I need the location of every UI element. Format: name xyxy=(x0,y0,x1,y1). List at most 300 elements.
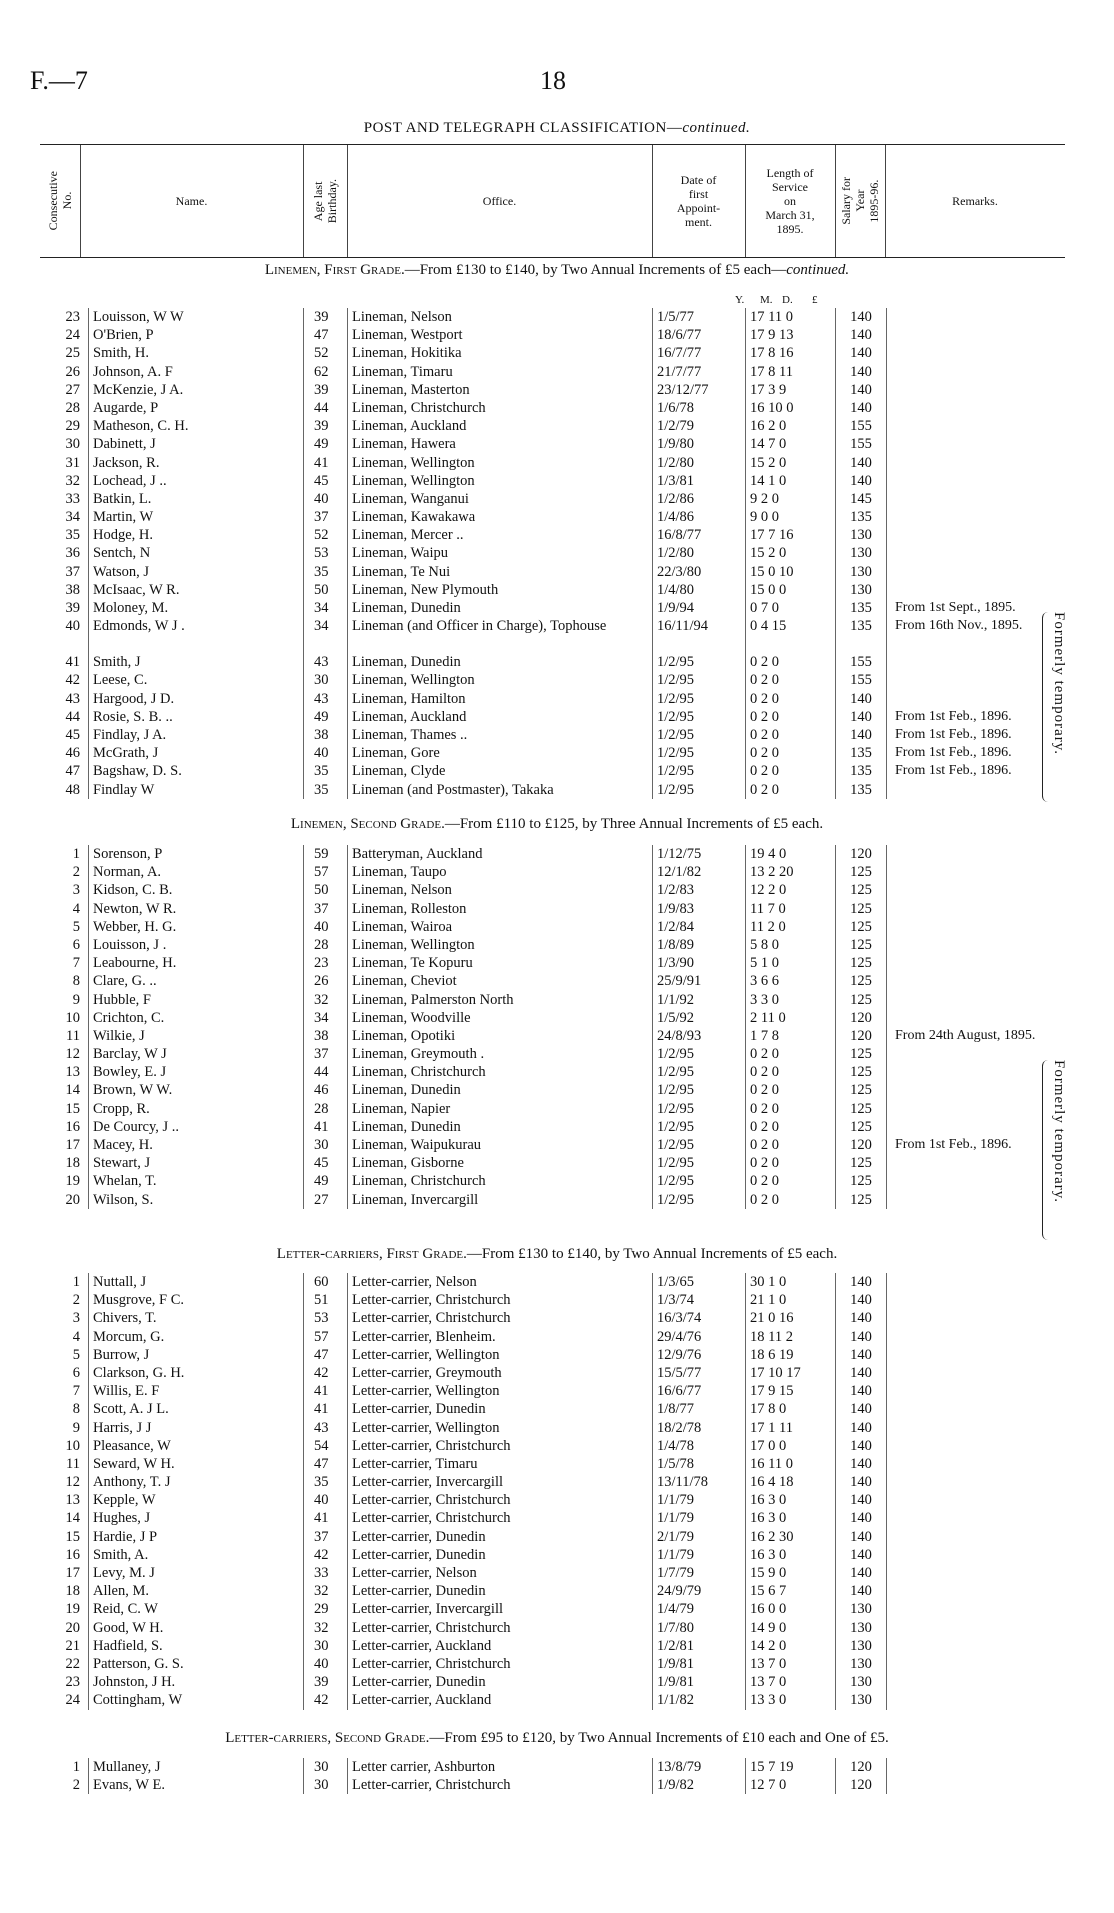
table-row xyxy=(40,599,1065,617)
employee-age: 39 xyxy=(303,308,348,326)
employee-age: 43 xyxy=(303,653,348,671)
appointment-date: 23/12/77 xyxy=(652,381,747,399)
table-row xyxy=(40,1346,1065,1364)
salary: 140 xyxy=(835,1346,887,1364)
row-number: 11 xyxy=(66,1455,80,1472)
table-row xyxy=(40,781,1065,799)
table-row xyxy=(40,344,1065,362)
employee-name: Evans, W E. xyxy=(88,1776,303,1794)
employee-age: 39 xyxy=(303,417,348,435)
employee-name: Musgrove, F C. xyxy=(88,1291,303,1309)
salary: 140 xyxy=(835,726,887,744)
table-row xyxy=(40,1328,1065,1346)
employee-age: 43 xyxy=(303,1419,348,1437)
employee-name: Norman, A. xyxy=(88,863,303,881)
appointment-date: 1/9/83 xyxy=(652,900,747,918)
employee-age: 41 xyxy=(303,454,348,472)
row-number: 8 xyxy=(72,973,80,990)
table-row xyxy=(40,1600,1065,1618)
remarks: From 1st Feb., 1896. xyxy=(895,745,1012,761)
salary: 120 xyxy=(835,1758,887,1776)
row-number: 48 xyxy=(65,781,80,798)
employee-age: 35 xyxy=(303,563,348,581)
office: Lineman, Timaru xyxy=(347,363,650,381)
length-of-service: 14 2 0 xyxy=(745,1637,840,1655)
length-of-service: 0 2 0 xyxy=(745,1136,840,1154)
table-row xyxy=(40,1619,1065,1637)
office: Letter-carrier, Dunedin xyxy=(347,1400,650,1418)
office: Lineman (and Officer in Charge), Tophouse xyxy=(347,617,650,653)
employee-age: 26 xyxy=(303,972,348,990)
office: Lineman, Napier xyxy=(347,1100,650,1118)
table-row xyxy=(40,1063,1065,1081)
table-row xyxy=(40,881,1065,899)
employee-name: Hardie, J P xyxy=(88,1528,303,1546)
table-row xyxy=(40,991,1065,1009)
appointment-date: 1/2/95 xyxy=(652,1045,747,1063)
employee-age: 41 xyxy=(303,1509,348,1527)
row-number: 23 xyxy=(65,1674,80,1691)
row-number: 6 xyxy=(72,936,80,953)
length-of-service: 0 2 0 xyxy=(745,1063,840,1081)
employee-name: Nuttall, J xyxy=(88,1273,303,1291)
staff-table xyxy=(40,1758,1065,1794)
office: Letter-carrier, Dunedin xyxy=(347,1582,650,1600)
employee-name: Allen, M. xyxy=(88,1582,303,1600)
row-number: 14 xyxy=(65,1082,80,1099)
office: Lineman, Te Kopuru xyxy=(347,954,650,972)
length-of-service: 0 2 0 xyxy=(745,762,840,780)
row-number: 31 xyxy=(65,454,80,471)
employee-age: 32 xyxy=(303,1582,348,1600)
salary: 130 xyxy=(835,526,887,544)
employee-age: 41 xyxy=(303,1400,348,1418)
table-row xyxy=(40,454,1065,472)
row-number: 26 xyxy=(65,363,80,380)
employee-name: Good, W H. xyxy=(88,1619,303,1637)
appointment-date: 1/5/78 xyxy=(652,1455,747,1473)
salary: 125 xyxy=(835,991,887,1009)
employee-age: 27 xyxy=(303,1191,348,1209)
table-row xyxy=(40,1528,1065,1546)
appointment-date: 18/6/77 xyxy=(652,326,747,344)
appointment-date: 1/2/83 xyxy=(652,881,747,899)
employee-age: 32 xyxy=(303,1619,348,1637)
office: Letter-carrier, Christchurch xyxy=(347,1509,650,1527)
employee-age: 50 xyxy=(303,581,348,599)
office: Lineman, Wairoa xyxy=(347,918,650,936)
length-of-service: 13 2 20 xyxy=(745,863,840,881)
table-row xyxy=(40,1309,1065,1327)
row-number: 4 xyxy=(72,900,80,917)
row-number: 2 xyxy=(72,864,80,881)
table-row xyxy=(40,671,1065,689)
row-number: 44 xyxy=(65,708,80,725)
employee-name: Watson, J xyxy=(88,563,303,581)
office: Lineman, Hamilton xyxy=(347,690,650,708)
unit-pound: £ xyxy=(812,294,818,306)
employee-age: 47 xyxy=(303,1455,348,1473)
salary: 140 xyxy=(835,363,887,381)
employee-name: Willis, E. F xyxy=(88,1382,303,1400)
row-number: 3 xyxy=(72,1310,80,1327)
length-of-service: 18 6 19 xyxy=(745,1346,840,1364)
appointment-date: 1/12/75 xyxy=(652,845,747,863)
row-number: 47 xyxy=(65,763,80,780)
employee-name: De Courcy, J .. xyxy=(88,1118,303,1136)
employee-name: Hargood, J D. xyxy=(88,690,303,708)
employee-name: Sorenson, P xyxy=(88,845,303,863)
table-row xyxy=(40,1045,1065,1063)
employee-name: Cropp, R. xyxy=(88,1100,303,1118)
row-number: 10 xyxy=(65,1009,80,1026)
length-of-service: 19 4 0 xyxy=(745,845,840,863)
employee-name: Hodge, H. xyxy=(88,526,303,544)
table-row xyxy=(40,1154,1065,1172)
appointment-date: 1/3/90 xyxy=(652,954,747,972)
employee-name: Kepple, W xyxy=(88,1491,303,1509)
row-number: 30 xyxy=(65,436,80,453)
table-row xyxy=(40,1382,1065,1400)
employee-age: 52 xyxy=(303,526,348,544)
office: Letter-carrier, Nelson xyxy=(347,1273,650,1291)
length-of-service: 21 1 0 xyxy=(745,1291,840,1309)
employee-age: 35 xyxy=(303,1473,348,1491)
appointment-date: 1/1/79 xyxy=(652,1491,747,1509)
office: Lineman, Dunedin xyxy=(347,599,650,617)
formerly-temporary-note: Formerly temporary. xyxy=(1051,1060,1067,1203)
office: Lineman, Westport xyxy=(347,326,650,344)
length-of-service: 0 2 0 xyxy=(745,781,840,799)
length-of-service: 1 7 8 xyxy=(745,1027,840,1045)
row-number: 11 xyxy=(66,1027,80,1044)
appointment-date: 16/11/94 xyxy=(652,617,747,653)
section-grade: Linemen, Second Grade. xyxy=(290,816,445,832)
table-row xyxy=(40,1081,1065,1099)
employee-age: 43 xyxy=(303,690,348,708)
employee-age: 41 xyxy=(303,1382,348,1400)
appointment-date: 24/9/79 xyxy=(652,1582,747,1600)
employee-age: 37 xyxy=(303,508,348,526)
row-number: 20 xyxy=(65,1619,80,1636)
row-number: 21 xyxy=(65,1637,80,1654)
employee-age: 50 xyxy=(303,881,348,899)
employee-name: Jackson, R. xyxy=(88,454,303,472)
table-row xyxy=(40,762,1065,780)
employee-name: Findlay W xyxy=(88,781,303,799)
appointment-date: 1/2/79 xyxy=(652,417,747,435)
appointment-date: 1/2/86 xyxy=(652,490,747,508)
table-row xyxy=(40,900,1065,918)
employee-name: Crichton, C. xyxy=(88,1009,303,1027)
appointment-date: 1/2/80 xyxy=(652,454,747,472)
length-of-service: 0 2 0 xyxy=(745,744,840,762)
length-of-service: 0 4 15 xyxy=(745,617,840,653)
appointment-date: 1/7/80 xyxy=(652,1619,747,1637)
office: Lineman, Thames .. xyxy=(347,726,650,744)
office: Lineman, Waipukurau xyxy=(347,1136,650,1154)
employee-name: Macey, H. xyxy=(88,1136,303,1154)
office: Letter carrier, Ashburton xyxy=(347,1758,650,1776)
length-of-service: 3 6 6 xyxy=(745,972,840,990)
office: Letter-carrier, Christchurch xyxy=(347,1437,650,1455)
row-number: 16 xyxy=(65,1118,80,1135)
employee-name: McIsaac, W R. xyxy=(88,581,303,599)
length-of-service: 16 4 18 xyxy=(745,1473,840,1491)
salary: 125 xyxy=(835,1045,887,1063)
appointment-date: 1/3/65 xyxy=(652,1273,747,1291)
office: Lineman, Invercargill xyxy=(347,1191,650,1209)
salary: 140 xyxy=(835,308,887,326)
table-row xyxy=(40,1473,1065,1491)
table-row xyxy=(40,1564,1065,1582)
appointment-date: 13/8/79 xyxy=(652,1758,747,1776)
length-of-service: 16 3 0 xyxy=(745,1491,840,1509)
office: Letter-carrier, Greymouth xyxy=(347,1364,650,1382)
salary: 125 xyxy=(835,1118,887,1136)
row-number: 19 xyxy=(65,1173,80,1190)
row-number: 41 xyxy=(65,654,80,671)
length-of-service: 3 3 0 xyxy=(745,991,840,1009)
length-of-service: 17 8 0 xyxy=(745,1400,840,1418)
employee-name: Wilkie, J xyxy=(88,1027,303,1045)
office: Lineman, Wellington xyxy=(347,936,650,954)
employee-name: Hadfield, S. xyxy=(88,1637,303,1655)
office: Lineman, Rolleston xyxy=(347,900,650,918)
remarks: From 1st Sept., 1895. xyxy=(895,600,1016,615)
office: Letter-carrier, Nelson xyxy=(347,1564,650,1582)
employee-name: Bagshaw, D. S. xyxy=(88,762,303,780)
employee-name: Bowley, E. J xyxy=(88,1063,303,1081)
salary: 145 xyxy=(835,490,887,508)
appointment-date: 1/9/80 xyxy=(652,435,747,453)
salary: 120 xyxy=(835,1776,887,1794)
appointment-date: 21/7/77 xyxy=(652,363,747,381)
appointment-date: 1/9/81 xyxy=(652,1655,747,1673)
length-of-service: 17 1 11 xyxy=(745,1419,840,1437)
appointment-date: 1/2/95 xyxy=(652,744,747,762)
brace-line xyxy=(1042,1060,1048,1240)
salary: 125 xyxy=(835,972,887,990)
office: Lineman, Hawera xyxy=(347,435,650,453)
salary: 155 xyxy=(835,671,887,689)
office: Lineman, Christchurch xyxy=(347,399,650,417)
length-of-service: 13 7 0 xyxy=(745,1673,840,1691)
row-number: 15 xyxy=(65,1100,80,1117)
salary: 130 xyxy=(835,563,887,581)
table-row xyxy=(40,1776,1065,1794)
table-row xyxy=(40,363,1065,381)
office: Letter-carrier, Christchurch xyxy=(347,1491,650,1509)
office: Lineman, Wellington xyxy=(347,671,650,689)
table-row xyxy=(40,1455,1065,1473)
salary: 155 xyxy=(835,417,887,435)
length-of-service: 2 11 0 xyxy=(745,1009,840,1027)
row-number: 35 xyxy=(65,527,80,544)
table-row xyxy=(40,1582,1065,1600)
employee-age: 40 xyxy=(303,918,348,936)
employee-age: 39 xyxy=(303,1673,348,1691)
length-of-service: 17 8 16 xyxy=(745,344,840,362)
row-number: 37 xyxy=(65,563,80,580)
row-number: 15 xyxy=(65,1528,80,1545)
employee-name: Batkin, L. xyxy=(88,490,303,508)
row-number: 45 xyxy=(65,726,80,743)
employee-name: Smith, A. xyxy=(88,1546,303,1564)
table-row xyxy=(40,381,1065,399)
staff-table xyxy=(40,292,1065,799)
office: Letter-carrier, Christchurch xyxy=(347,1291,650,1309)
row-number: 40 xyxy=(65,618,80,635)
unit-row xyxy=(40,292,1065,308)
appointment-date: 1/2/95 xyxy=(652,762,747,780)
section-terms: —From £130 to £140, by Two Annual Increments of £5 each— xyxy=(404,262,787,278)
employee-name: Pleasance, W xyxy=(88,1437,303,1455)
employee-name: Smith, H. xyxy=(88,344,303,362)
page-title-continued: continued. xyxy=(682,120,751,136)
table-row xyxy=(40,617,1065,653)
employee-age: 51 xyxy=(303,1291,348,1309)
row-number: 32 xyxy=(65,472,80,489)
employee-name: Seward, W H. xyxy=(88,1455,303,1473)
section-terms: —From £130 to £140, by Two Annual Increments of £5 each. xyxy=(466,1246,838,1262)
row-number: 9 xyxy=(72,991,80,1008)
employee-age: 54 xyxy=(303,1437,348,1455)
salary: 130 xyxy=(835,1691,887,1709)
remarks: From 16th Nov., 1895. xyxy=(895,618,1023,634)
row-number: 28 xyxy=(65,399,80,416)
salary: 140 xyxy=(835,1437,887,1455)
table-row xyxy=(40,326,1065,344)
table-row xyxy=(40,581,1065,599)
employee-name: Augarde, P xyxy=(88,399,303,417)
page-number: 18 xyxy=(540,66,566,95)
length-of-service: 16 10 0 xyxy=(745,399,840,417)
appointment-date: 1/7/79 xyxy=(652,1564,747,1582)
appointment-date: 1/2/84 xyxy=(652,918,747,936)
employee-age: 28 xyxy=(303,1100,348,1118)
appointment-date: 1/2/95 xyxy=(652,1172,747,1190)
employee-age: 49 xyxy=(303,708,348,726)
employee-name: Reid, C. W xyxy=(88,1600,303,1618)
row-number: 24 xyxy=(65,1692,80,1709)
salary: 125 xyxy=(835,954,887,972)
employee-name: Findlay, J A. xyxy=(88,726,303,744)
appointment-date: 25/9/91 xyxy=(652,972,747,990)
row-number: 36 xyxy=(65,545,80,562)
length-of-service: 0 2 0 xyxy=(745,653,840,671)
office: Lineman, Taupo xyxy=(347,863,650,881)
length-of-service: 5 8 0 xyxy=(745,936,840,954)
table-row xyxy=(40,1758,1065,1776)
length-of-service: 9 0 0 xyxy=(745,508,840,526)
employee-name: Brown, W W. xyxy=(88,1081,303,1099)
length-of-service: 0 2 0 xyxy=(745,1081,840,1099)
remarks: From 1st Feb., 1896. xyxy=(895,708,1012,724)
col-name: Name. xyxy=(80,145,304,257)
length-of-service: 0 2 0 xyxy=(745,726,840,744)
row-number: 18 xyxy=(65,1155,80,1172)
salary: 140 xyxy=(835,1364,887,1382)
office: Lineman, New Plymouth xyxy=(347,581,650,599)
row-number: 19 xyxy=(65,1601,80,1618)
employee-age: 38 xyxy=(303,1027,348,1045)
employee-name: Hughes, J xyxy=(88,1509,303,1527)
appointment-date: 1/9/81 xyxy=(652,1673,747,1691)
employee-name: Morcum, G. xyxy=(88,1328,303,1346)
row-number: 13 xyxy=(65,1064,80,1081)
table-row xyxy=(40,563,1065,581)
row-number: 24 xyxy=(65,327,80,344)
employee-name: Webber, H. G. xyxy=(88,918,303,936)
table-row xyxy=(40,1546,1065,1564)
section-terms: —From £95 to £120, by Two Annual Increments of £10 each and One of £5. xyxy=(429,1730,889,1746)
length-of-service: 16 0 0 xyxy=(745,1600,840,1618)
salary: 155 xyxy=(835,653,887,671)
length-of-service: 15 2 0 xyxy=(745,544,840,562)
salary: 140 xyxy=(835,472,887,490)
table-row xyxy=(40,1437,1065,1455)
employee-name: Moloney, M. xyxy=(88,599,303,617)
salary: 140 xyxy=(835,1419,887,1437)
salary: 130 xyxy=(835,581,887,599)
office: Lineman, Dunedin xyxy=(347,653,650,671)
employee-age: 57 xyxy=(303,863,348,881)
salary: 140 xyxy=(835,326,887,344)
length-of-service: 14 1 0 xyxy=(745,472,840,490)
row-number: 12 xyxy=(65,1474,80,1491)
employee-age: 35 xyxy=(303,781,348,799)
appointment-date: 16/6/77 xyxy=(652,1382,747,1400)
employee-age: 34 xyxy=(303,1009,348,1027)
office: Letter-carrier, Christchurch xyxy=(347,1619,650,1637)
row-number: 1 xyxy=(72,1759,80,1775)
row-number: 5 xyxy=(72,918,80,935)
salary: 125 xyxy=(835,936,887,954)
office: Lineman, Opotiki xyxy=(347,1027,650,1045)
office: Letter-carrier, Christchurch xyxy=(347,1655,650,1673)
row-number: 39 xyxy=(65,600,80,616)
employee-age: 46 xyxy=(303,1081,348,1099)
appointment-date: 12/9/76 xyxy=(652,1346,747,1364)
remarks: From 1st Feb., 1896. xyxy=(895,1137,1012,1152)
office: Lineman, Dunedin xyxy=(347,1118,650,1136)
table-row xyxy=(40,1273,1065,1291)
office: Lineman, Nelson xyxy=(347,308,650,326)
length-of-service: 17 0 0 xyxy=(745,1437,840,1455)
length-of-service: 16 3 0 xyxy=(745,1509,840,1527)
salary: 120 xyxy=(835,845,887,863)
salary: 140 xyxy=(835,1273,887,1291)
office: Letter-carrier, Christchurch xyxy=(347,1776,650,1794)
employee-name: Chivers, T. xyxy=(88,1309,303,1327)
section-grade: Letter-carriers, Second Grade. xyxy=(225,1730,430,1746)
employee-age: 45 xyxy=(303,472,348,490)
office: Lineman, Auckland xyxy=(347,417,650,435)
employee-age: 49 xyxy=(303,435,348,453)
appointment-date: 22/3/80 xyxy=(652,563,747,581)
row-number: 33 xyxy=(65,490,80,507)
appointment-date: 1/3/81 xyxy=(652,472,747,490)
salary: 140 xyxy=(835,399,887,417)
salary: 125 xyxy=(835,863,887,881)
appointment-date: 2/1/79 xyxy=(652,1528,747,1546)
row-number: 38 xyxy=(65,581,80,598)
office: Lineman (and Postmaster), Takaka xyxy=(347,781,650,799)
employee-name: Kidson, C. B. xyxy=(88,881,303,899)
row-number: 29 xyxy=(65,418,80,435)
appointment-date: 1/3/74 xyxy=(652,1291,747,1309)
